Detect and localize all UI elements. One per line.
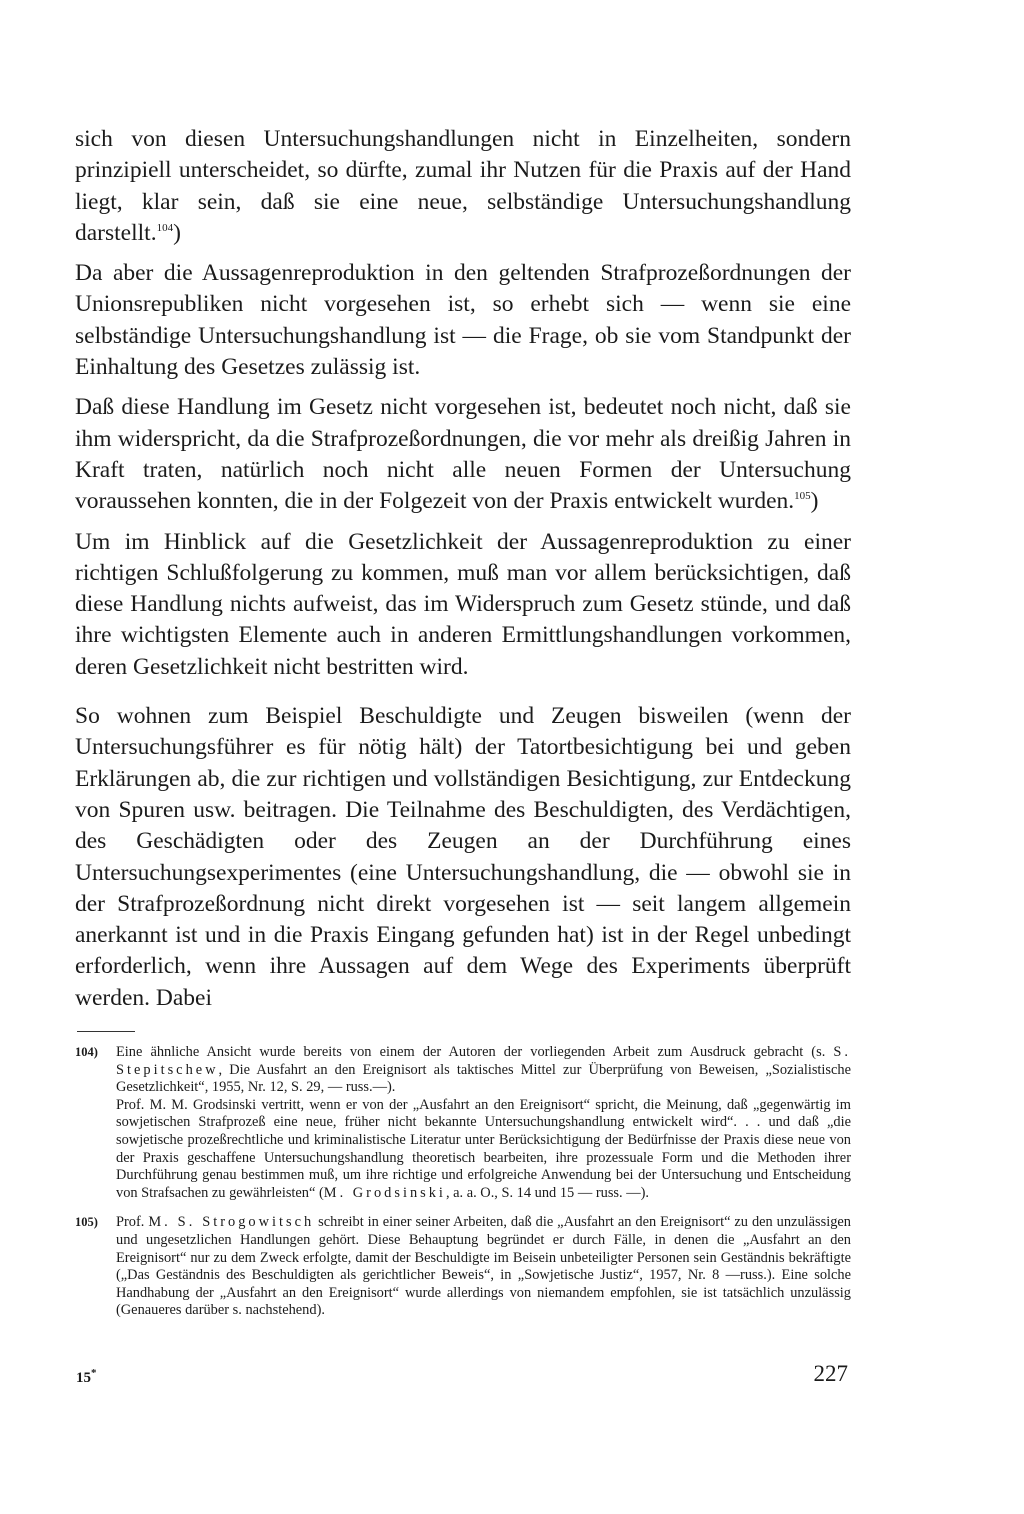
- footnote-number-value: 105: [75, 1215, 94, 1230]
- footnote-number-suffix: ): [93, 1045, 98, 1060]
- sheet-signature: [76, 1367, 97, 1387]
- footnote-104-paragraph-1: [116, 1044, 851, 1097]
- paragraph-3: [75, 392, 851, 517]
- paragraph-1: [75, 124, 851, 249]
- author-name: M. S. Strogowitsch: [148, 1214, 315, 1231]
- footnote-text: Eine ähnliche Ansicht wurde bereits von einem der Autoren der vorliegenden Arbeit zum Ausdruck gebracht (s.: [116, 1044, 834, 1061]
- footnote-105: [75, 1214, 851, 1320]
- paragraph-5: So wohnen zum Beispiel Beschuldigte und Zeugen bisweilen (wenn der Untersuchungsführer es für nötig hält) der Tatortbesichtigung bei und geben Erklärungen ab, die zur richtigen und vollständigen Besichtigung, zur Entdeckung von Spuren usw. beitragen. Die Teilnahme des Beschuldigten, des Verdächtigen, des Geschädigten oder des Zeugen an der Durchführung eines Untersuchungsexperimentes (eine Untersuchungshandlung, die — obwohl sie in der Strafprozeßordnung nicht direkt vorgesehen ist — seit langem allgemein anerkannt ist und in die Praxis Eingang gefunden hat) ist in der Regel unbedingt erforderlich, wenn ihre Aussagen auf dem Wege des Experiments überprüft werden. Dabei: [75, 703, 851, 1011]
- paragraph-2: Da aber die Aussagenreproduktion in den geltenden Strafprozeßordnungen der Unionsrepubliken nicht vorgesehen ist, so erhebt sich — wenn sie eine selbständige Untersuchungshandlung ist — die Frage, ob sie vom Standpunkt der Einhaltung des Gesetzes zulässig ist.: [75, 260, 851, 381]
- footnote-text: Prof. M. M. Grodsinski vertritt, wenn er von der „Ausfahrt an den Ereignisort“ spricht, die Meinung, daß „gegenwärtig im sowjetischen Strafprozeß eine neue, früher nicht bekannte Untersuchungshandlung entwickelt wird“. . . und daß „die sowjetische prozeßrechtliche und kriminalistische Literatur unter Berücksichtigung der Bedürfnisse der Praxis diese neue von der Praxis geschaffene Untersuchungshandlung theoretisch bearbeiten, ihre prozessuale Form und die Methoden ihrer Durchführung genau bestimmen muß, um ihre richtige und erfolgreiche Anwendung bei der Untersuchung und Entscheidung von Strafsachen zu gewährleisten“ (: [116, 1096, 851, 1201]
- footnote-text: , Die Ausfahrt an den Ereignisort als taktisches Mittel zur Überprüfung von Beweisen, „Sozialistische Gesetzlichkeit“, 1955, Nr. 12, S. 29, — russ.—).: [116, 1061, 851, 1096]
- paragraph-4: Um im Hinblick auf die Gesetzlichkeit der Aussagenreproduktion zu einer richtigen Schlußfolgerung zu kommen, muß man vor allem berücksichtigen, daß diese Handlung nichts aufweist, das im Widerspruch zum Gesetz stünde, und daß ihre wichtigsten Elemente auch in anderen Ermittlungshandlungen vorkommen, deren Gesetzlichkeit nicht bestritten wird.: [75, 528, 851, 680]
- footnote-104: [75, 1044, 851, 1202]
- footnote-104-paragraph-2: [116, 1097, 851, 1203]
- footnote-ref-104: 104: [156, 221, 174, 234]
- author-name: M. Grodsinski: [323, 1184, 446, 1201]
- sheet-signature-mark: *: [91, 1367, 97, 1379]
- footnote-105-paragraph-1: [116, 1214, 851, 1320]
- paragraph-3-text: Daß diese Handlung im Gesetz nicht vorgesehen ist, bedeutet noch nicht, daß sie ihm widerspricht, da die Strafprozeßordnungen, die vor mehr als dreißig Jahren in Kraft traten, natürlich noch nicht alle neuen Formen der Untersuchung voraussehen konnten, die in der Folgezeit von der Praxis entwickelt wurden.: [75, 394, 851, 515]
- footnote-number: [75, 1214, 98, 1232]
- footnote-ref-paren: ): [173, 219, 181, 246]
- footnote-number-value: 104: [75, 1045, 94, 1060]
- sheet-signature-number: 15: [76, 1370, 91, 1386]
- footnote-divider: [77, 1031, 135, 1032]
- author-name: S. Stepitschew: [116, 1044, 851, 1078]
- page-number: 227: [813, 1361, 848, 1386]
- paragraph-1-text: sich von diesen Untersuchungshandlungen nicht in Einzelheiten, sondern prinzipiell unterscheidet, so dürfte, zumal ihr Nutzen für die Praxis auf der Hand liegt, klar sein, daß sie eine neue, selbständige Untersuchungshandlung darstellt.: [75, 126, 851, 246]
- footnote-text: , a. a. O., S. 14 und 15 — russ. —).: [445, 1184, 649, 1201]
- footnote-text: schreibt in einer seiner Arbeiten, daß die „Ausfahrt an den Ereignisort“ zu den unzulässigen und ungesetzlichen Handlungen gehört. Diese Behauptung begründet er durch Fälle, in denen die „Ausfahrt an den Ereignisort“ nur zu dem Zweck erfolgte, damit der Beschuldigte im Beisein unbeteiligter Personen sein Geständnis bekräftigte („Das Geständnis des Beschuldigten als gerichtlicher Beweis“, in „Sowjetische Justiz“, 1957, Nr. 8 —russ.). Eine solche Handhabung der „Ausfahrt an den Ereignisort“ wurde allerdings von niemandem empfohlen, sie ist tatsächlich unzulässig (Genaueres darüber s. nachstehend).: [116, 1214, 852, 1319]
- footnote-ref-paren: ): [810, 488, 819, 515]
- page-body: [75, 124, 851, 1332]
- footnote-text: Prof.: [116, 1214, 149, 1231]
- footnote-number: [75, 1044, 98, 1062]
- footnote-ref-105: 105: [794, 490, 811, 503]
- footnote-number-suffix: ): [93, 1215, 98, 1230]
